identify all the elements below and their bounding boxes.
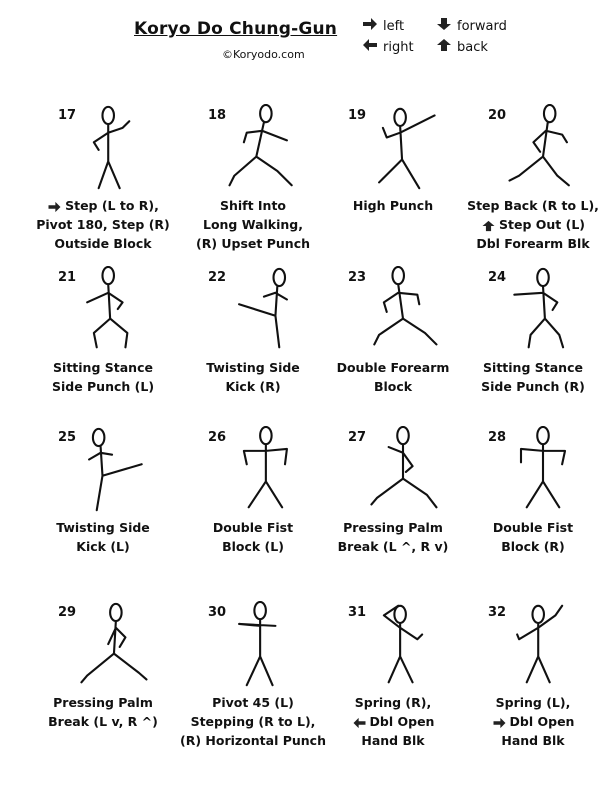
move-number: 25 — [58, 430, 77, 445]
stick-figure-illustration — [358, 601, 448, 689]
caption-text: Double Forearm — [336, 360, 450, 375]
caption-line — [178, 731, 328, 750]
move-card — [318, 270, 468, 445]
caption-line — [458, 731, 608, 750]
move-card — [458, 270, 608, 445]
caption-text: Double Fist — [212, 520, 294, 535]
caption-text: Long Walking, — [202, 217, 303, 232]
move-card — [28, 605, 178, 780]
caption-line — [458, 196, 608, 215]
caption-line — [28, 537, 178, 556]
caption-line — [318, 712, 468, 731]
caption-line — [458, 377, 608, 396]
move-number: 17 — [58, 108, 77, 123]
caption-line — [178, 712, 328, 731]
move-caption — [318, 693, 468, 750]
stick-figure-illustration — [358, 104, 448, 192]
move-caption — [458, 693, 608, 750]
stick-figure-illustration — [498, 104, 588, 192]
move-caption — [28, 196, 178, 253]
caption-text: (R) Upset Punch — [195, 236, 310, 251]
caption-line — [178, 358, 328, 377]
caption-text: Step (L to R), — [65, 198, 159, 213]
move-number: 23 — [348, 270, 367, 285]
caption-line — [178, 518, 328, 537]
caption-text: Shift Into — [219, 198, 287, 213]
caption-line — [318, 731, 468, 750]
caption-line — [28, 215, 178, 234]
stick-figure-illustration — [218, 104, 308, 192]
caption-line — [318, 537, 468, 556]
move-number: 19 — [348, 108, 367, 123]
arrow-up-icon — [481, 220, 496, 232]
caption-line — [318, 377, 468, 396]
move-card — [28, 430, 178, 605]
move-number: 21 — [58, 270, 77, 285]
caption-text: Side Punch (L) — [51, 379, 155, 394]
caption-text: Pivot 180, Step (R) — [36, 217, 170, 232]
arrow-right-icon — [47, 201, 62, 213]
move-card — [318, 108, 468, 283]
move-caption — [458, 196, 608, 253]
legend-left — [362, 17, 404, 35]
stick-figure-illustration — [218, 266, 308, 354]
caption-line — [458, 712, 608, 731]
caption-line — [178, 377, 328, 396]
caption-text: Break (L v, R ^) — [48, 714, 158, 729]
caption-text: Twisting Side — [206, 360, 300, 375]
stick-figure-illustration — [218, 426, 308, 514]
move-card — [458, 430, 608, 605]
move-card — [318, 430, 468, 605]
caption-text: Block (L) — [222, 539, 284, 554]
move-card — [458, 108, 608, 283]
move-number: 29 — [58, 605, 77, 620]
page-title: Koryo Do Chung-Gun — [134, 19, 338, 39]
caption-line — [458, 537, 608, 556]
move-caption — [458, 358, 608, 396]
move-number: 31 — [348, 605, 367, 620]
legend-left-label: left — [383, 18, 405, 34]
caption-line — [178, 215, 328, 234]
caption-text: Kick (R) — [225, 379, 281, 394]
caption-line — [28, 358, 178, 377]
caption-line — [458, 234, 608, 253]
move-caption — [178, 358, 328, 396]
stick-figure-illustration — [68, 104, 158, 192]
caption-text: Hand Blk — [501, 733, 565, 748]
move-caption — [458, 518, 608, 556]
move-number: 27 — [348, 430, 367, 445]
caption-text: (R) Horizontal Punch — [180, 733, 326, 748]
stick-figure-illustration — [68, 601, 158, 689]
caption-line — [178, 693, 328, 712]
caption-text: Step Out (L) — [499, 217, 585, 232]
move-number: 26 — [208, 430, 227, 445]
stick-figure-illustration — [358, 426, 448, 514]
copyright-text: ©Koryodo.com — [222, 48, 305, 61]
caption-line — [458, 358, 608, 377]
move-card — [178, 605, 328, 780]
caption-line — [458, 693, 608, 712]
stick-figure-illustration — [498, 601, 588, 689]
caption-text: High Punch — [352, 198, 434, 213]
caption-text: Spring (R), — [354, 695, 432, 710]
move-card — [318, 605, 468, 780]
arrow-up-icon — [436, 38, 452, 56]
move-card — [178, 430, 328, 605]
caption-line — [28, 518, 178, 537]
move-card — [28, 270, 178, 445]
caption-text: Pressing Palm — [53, 695, 153, 710]
caption-line — [178, 234, 328, 253]
stick-figure-illustration — [358, 266, 448, 354]
caption-text: Block (R) — [501, 539, 565, 554]
move-caption — [318, 358, 468, 396]
caption-text: Dbl Forearm Blk — [476, 236, 590, 251]
move-number: 24 — [488, 270, 507, 285]
arrow-right-icon — [492, 717, 507, 729]
caption-text: Outside Block — [54, 236, 152, 251]
move-number: 18 — [208, 108, 227, 123]
move-number: 22 — [208, 270, 227, 285]
caption-text: Stepping (R to L), — [190, 714, 316, 729]
caption-line — [458, 518, 608, 537]
caption-line — [28, 234, 178, 253]
move-card — [28, 108, 178, 283]
move-number: 20 — [488, 108, 507, 123]
legend-right-label: right — [383, 39, 414, 55]
caption-text: Step Back (R to L), — [467, 198, 599, 213]
move-card — [458, 605, 608, 780]
move-caption — [178, 693, 328, 750]
caption-line — [318, 518, 468, 537]
caption-text: Pivot 45 (L) — [212, 695, 294, 710]
stick-figure-illustration — [218, 601, 308, 689]
stick-figure-illustration — [68, 426, 158, 514]
caption-text: Pressing Palm — [343, 520, 443, 535]
legend-back-label: back — [457, 39, 488, 55]
legend-forward — [436, 17, 507, 35]
caption-line — [178, 196, 328, 215]
caption-line — [318, 196, 468, 215]
move-caption — [28, 693, 178, 731]
arrow-right-icon — [362, 17, 378, 35]
caption-line — [318, 358, 468, 377]
caption-line — [28, 377, 178, 396]
arrow-down-icon — [436, 17, 452, 35]
caption-line — [458, 215, 608, 234]
move-caption — [178, 518, 328, 556]
caption-text: Dbl Open — [509, 714, 575, 729]
caption-line — [318, 693, 468, 712]
move-card — [178, 270, 328, 445]
arrow-left-icon — [352, 717, 367, 729]
move-caption — [318, 518, 468, 556]
caption-text: Spring (L), — [495, 695, 571, 710]
caption-text: Dbl Open — [369, 714, 435, 729]
caption-text: Block — [373, 379, 413, 394]
move-caption — [178, 196, 328, 253]
caption-text: Hand Blk — [361, 733, 425, 748]
legend-forward-label: forward — [457, 18, 507, 34]
move-card — [178, 108, 328, 283]
caption-text: Sitting Stance — [483, 360, 583, 375]
caption-line — [28, 693, 178, 712]
caption-text: Double Fist — [492, 520, 574, 535]
move-number: 28 — [488, 430, 507, 445]
caption-line — [28, 712, 178, 731]
move-caption — [318, 196, 468, 215]
caption-line — [28, 196, 178, 215]
stick-figure-illustration — [68, 266, 158, 354]
stick-figure-illustration — [498, 266, 588, 354]
caption-text: Kick (L) — [76, 539, 130, 554]
caption-line — [178, 537, 328, 556]
move-number: 30 — [208, 605, 227, 620]
caption-text: Twisting Side — [56, 520, 150, 535]
legend-right — [362, 38, 414, 56]
move-number: 32 — [488, 605, 507, 620]
caption-text: Side Punch (R) — [481, 379, 585, 394]
caption-text: Sitting Stance — [53, 360, 153, 375]
stick-figure-illustration — [498, 426, 588, 514]
move-caption — [28, 518, 178, 556]
move-caption — [28, 358, 178, 396]
legend-back — [436, 38, 488, 56]
arrow-left-icon — [362, 38, 378, 56]
caption-text: Break (L ^, R v) — [337, 539, 449, 554]
